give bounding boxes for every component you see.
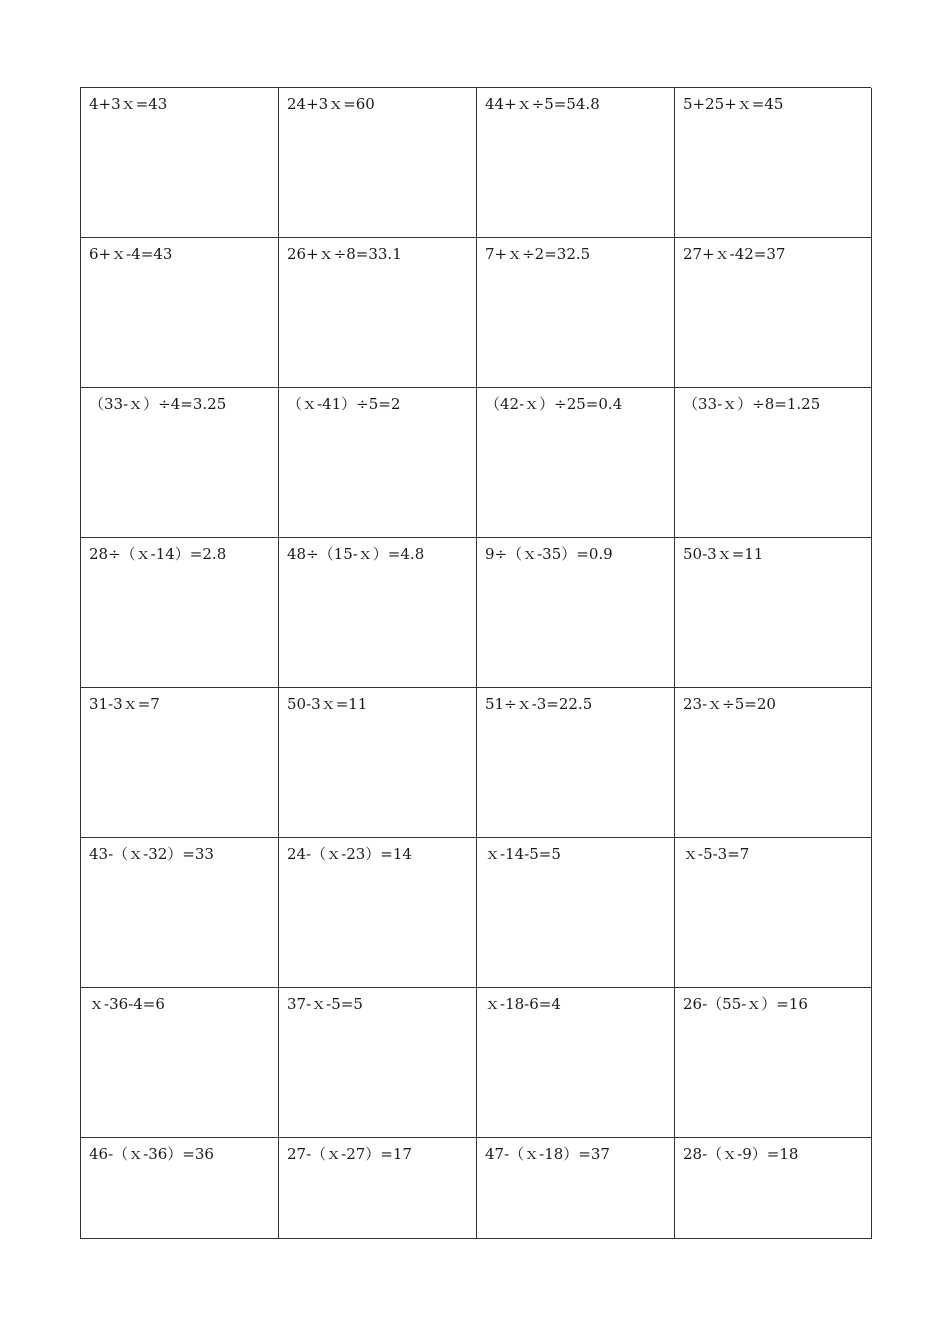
equation-text: 24+3ｘ=60: [287, 95, 375, 113]
equation-cell: [477, 538, 675, 688]
equation-cell: [477, 238, 675, 388]
equation-text: （33-ｘ）÷4=3.25: [89, 395, 227, 413]
equation-cell: [279, 88, 477, 238]
equation-cell: [675, 88, 872, 238]
equation-text: 48÷（15-ｘ）=4.8: [287, 545, 425, 563]
equation-grid: [81, 88, 871, 1239]
equation-cell: [81, 88, 279, 238]
equation-text: 47-（ｘ-18）=37: [485, 1145, 610, 1163]
worksheet-table: [80, 87, 871, 1239]
equation-text: 27+ｘ-42=37: [683, 245, 786, 263]
equation-text: ｘ-36-4=6: [89, 995, 165, 1013]
equation-cell: [279, 538, 477, 688]
equation-cell: [477, 388, 675, 538]
equation-cell: [675, 838, 872, 988]
equation-cell: [477, 1138, 675, 1239]
equation-cell: [81, 688, 279, 838]
equation-text: 46-（ｘ-36）=36: [89, 1145, 214, 1163]
equation-text: 26+ｘ÷8=33.1: [287, 245, 402, 263]
equation-text: ｘ-18-6=4: [485, 995, 561, 1013]
equation-cell: [81, 988, 279, 1138]
equation-cell: [81, 1138, 279, 1239]
equation-text: 4+3ｘ=43: [89, 95, 168, 113]
equation-text: 9÷（ｘ-35）=0.9: [485, 545, 613, 563]
equation-text: ｘ-5-3=7: [683, 845, 750, 863]
equation-cell: [477, 88, 675, 238]
equation-text: 28-（ｘ-9）=18: [683, 1145, 799, 1163]
equation-text: （42-ｘ）÷25=0.4: [485, 395, 623, 413]
equation-text: 7+ｘ÷2=32.5: [485, 245, 591, 263]
equation-cell: [675, 388, 872, 538]
equation-cell: [675, 688, 872, 838]
equation-cell: [81, 538, 279, 688]
equation-text: 43-（ｘ-32）=33: [89, 845, 214, 863]
equation-text: 50-3ｘ=11: [287, 695, 368, 713]
equation-text: 28÷（ｘ-14）=2.8: [89, 545, 227, 563]
equation-text: 44+ｘ÷5=54.8: [485, 95, 600, 113]
equation-text: 26-（55-ｘ）=16: [683, 995, 808, 1013]
equation-text: 23-ｘ÷5=20: [683, 695, 776, 713]
equation-cell: [279, 988, 477, 1138]
equation-cell: [675, 238, 872, 388]
equation-cell: [279, 238, 477, 388]
equation-text: 31-3ｘ=7: [89, 695, 160, 713]
equation-cell: [675, 1138, 872, 1239]
equation-text: （ｘ-41）÷5=2: [287, 395, 401, 413]
equation-text: 50-3ｘ=11: [683, 545, 764, 563]
equation-text: 24-（ｘ-23）=14: [287, 845, 412, 863]
equation-text: （33-ｘ）÷8=1.25: [683, 395, 821, 413]
equation-cell: [81, 388, 279, 538]
equation-cell: [279, 838, 477, 988]
equation-cell: [477, 688, 675, 838]
equation-cell: [675, 988, 872, 1138]
equation-cell: [675, 538, 872, 688]
equation-text: 6+ｘ-4=43: [89, 245, 173, 263]
equation-cell: [279, 688, 477, 838]
equation-text: ｘ-14-5=5: [485, 845, 561, 863]
equation-text: 5+25+ｘ=45: [683, 95, 784, 113]
equation-text: 27-（ｘ-27）=17: [287, 1145, 412, 1163]
equation-cell: [81, 838, 279, 988]
equation-cell: [279, 388, 477, 538]
equation-text: 51÷ｘ-3=22.5: [485, 695, 593, 713]
equation-cell: [81, 238, 279, 388]
equation-cell: [477, 838, 675, 988]
equation-text: 37-ｘ-5=5: [287, 995, 363, 1013]
equation-cell: [279, 1138, 477, 1239]
equation-cell: [477, 988, 675, 1138]
